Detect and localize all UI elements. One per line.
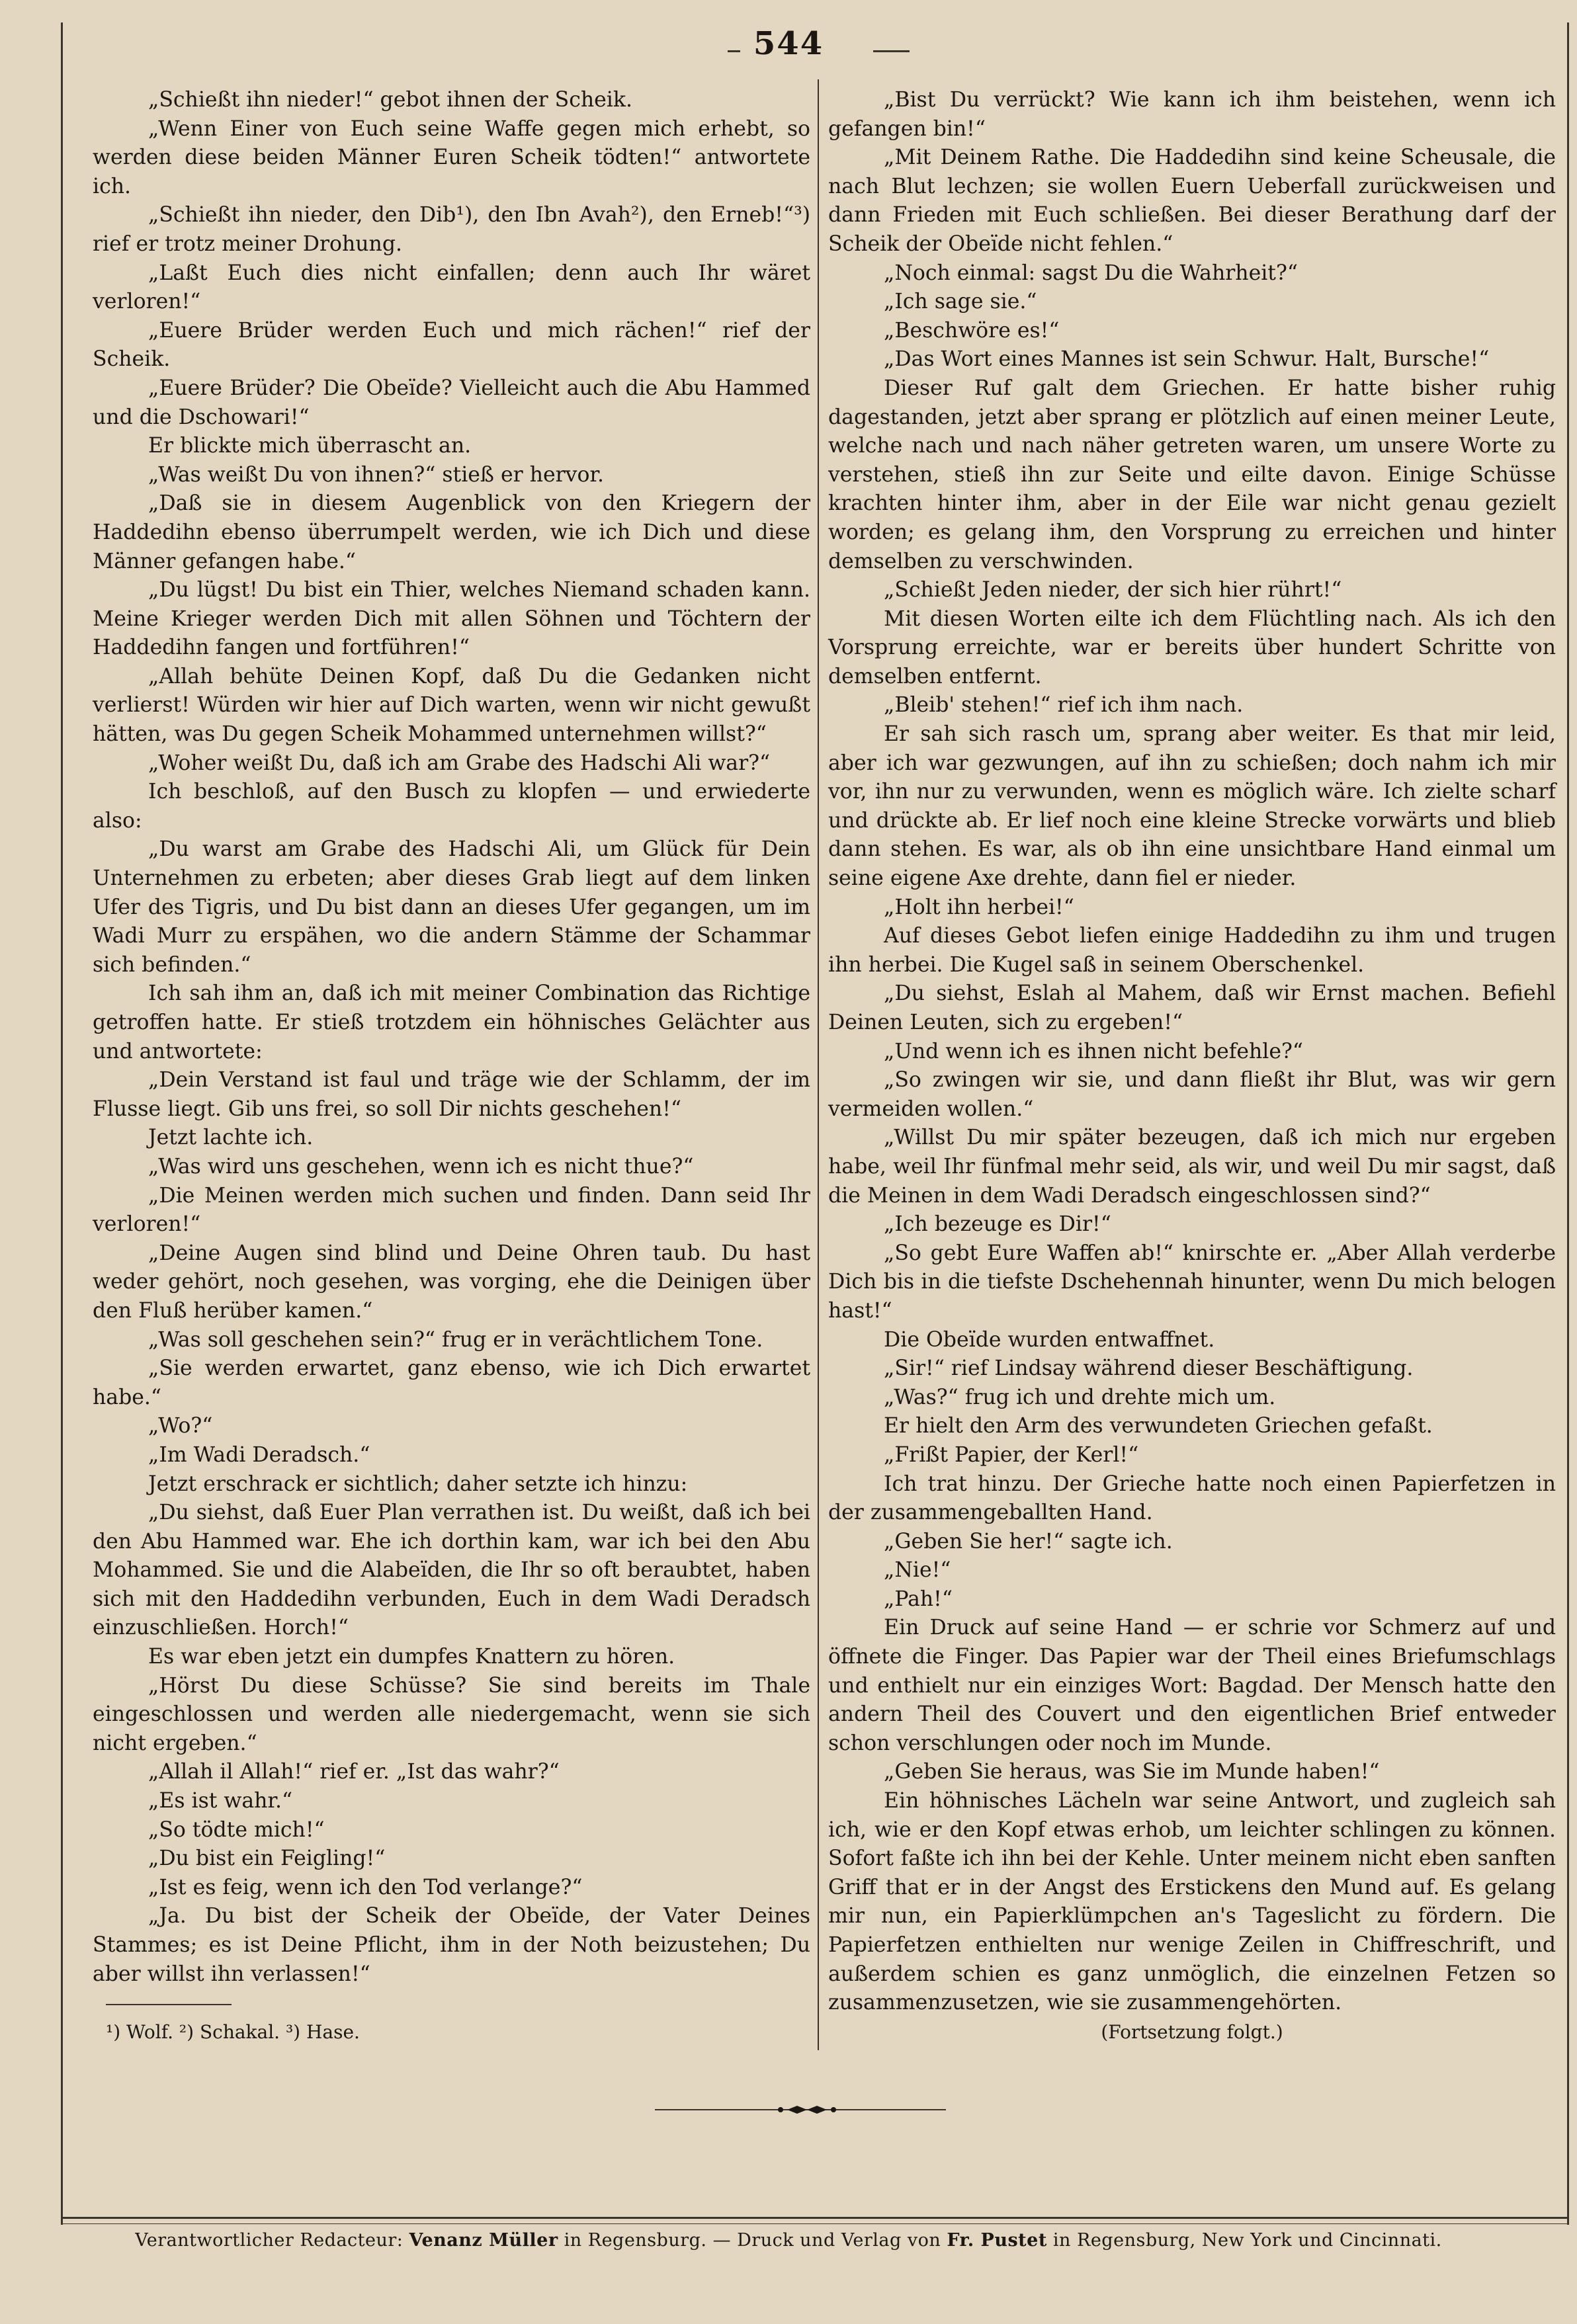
paragraph: Er sah sich rasch um, sprang aber weiter. Es that mir leid, aber ich war gezwungen, auf ihn zu schießen; doch nahm ich mir vor, ihn nur zu verwunden, wenn es möglich wäre. Ich zielte scharf und drückte ab. Er lief noch eine kleine Strecke vorwärts und blieb dann stehen. Es war, als ob ihn eine unsichtbare Hand einmal um seine eigene Axe drehte, dann fiel er nieder.	[828, 722, 1556, 891]
paragraph: „Willst Du mir später bezeugen, daß ich mich nur ergeben habe, weil Ihr fünfmal mehr seid, als wir, und weil Du mir sagst, daß die Meinen in dem Wadi Deradsch eingeschlossen sind?“	[828, 1126, 1556, 1208]
paragraph: „Geben Sie her!“ sagte ich.	[884, 1529, 1173, 1554]
paragraph: „Beschwöre es!“	[884, 318, 1060, 343]
paragraph: „Sie werden erwartet, ganz ebenso, wie ich Dich erwartet habe.“	[93, 1356, 810, 1409]
paragraph: „Laßt Euch dies nicht einfallen; denn auch Ihr wäret verloren!“	[93, 261, 810, 314]
paragraph: „Hörst Du diese Schüsse? Sie sind bereits im Thale eingeschlossen und werden alle niedergemacht, wenn sie sich nicht ergeben.“	[93, 1673, 810, 1755]
paragraph: „Du lügst! Du bist ein Thier, welches Niemand schaden kann. Meine Krieger werden Dich mit allen Söhnen und Töchtern der Haddedihn fangen und fortführen!“	[93, 578, 810, 660]
paragraph: „Daß sie in diesem Augenblick von den Kriegern der Haddedihn ebenso überrumpelt werden, wie ich Dich und diese Männer gefangen habe.“	[93, 491, 810, 573]
paragraph: „Du bist ein Feigling!“	[148, 1847, 386, 1871]
paragraph: „So tödte mich!“	[148, 1817, 325, 1842]
paragraph: Auf dieses Gebot liefen einige Haddedihn zu ihm und trugen ihn herbei. Die Kugel saß in seinem Oberschenkel.	[828, 924, 1556, 977]
bottom-rule	[61, 2217, 1569, 2219]
imprint-part2: in Regensburg. — Druck und Verlag von	[558, 2230, 947, 2251]
paragraph: „Deine Augen sind blind und Deine Ohren taub. Du hast weder gehört, noch gesehen, was vorging, ehe die Deinigen über den Fluß herüber kamen.“	[93, 1241, 810, 1323]
paragraph: „Wenn Einer von Euch seine Waffe gegen mich erhebt, so werden diese beiden Männer Euren Scheik tödten!“ antwortete ich.	[93, 116, 810, 198]
ornament-rule	[655, 2103, 946, 2116]
header-rule-right	[873, 50, 910, 52]
paragraph: „Euere Brüder werden Euch und mich rächen!“ rief der Scheik.	[93, 318, 810, 372]
imprint-editor: Venanz Müller	[409, 2230, 558, 2251]
paragraph: „Und wenn ich es ihnen nicht befehle?“	[884, 1039, 1304, 1063]
paragraph: „Mit Deinem Rathe. Die Haddedihn sind keine Scheusale, die nach Blut lechzen; sie wollen Euern Ueberfall zurückweisen und dann Frieden mit Euch schließen. Bei dieser Berathung darf der Scheik der Obeïde nicht fehlen.“	[828, 145, 1556, 256]
paragraph: „So gebt Eure Waffen ab!“ knirschte er. „Aber Allah verderbe Dich bis in die tiefste Dschehennah hinunter, wenn Du mich belogen hast!“	[828, 1241, 1556, 1323]
paragraph: Ein höhnisches Lächeln war seine Antwort, und zugleich sah ich, wie er den Kopf etwas erhob, um leichter schlingen zu können. Sofort faßte ich ihn bei der Kehle. Unter meinem nicht eben sanften Griff that er in der Angst des Erstickens den Mund auf. Es gelang mir nun, ein Papierklümpchen an's Tageslicht zu fördern. Die Papierfetzen enthielten nur wenige Zeilen in Chiffreschrift, und außerdem schien es ganz unmöglich, die einzelnen Fetzen so zusammenzusetzen, wie sie zusammengehörten.	[828, 1789, 1556, 2015]
page-number: 544	[740, 25, 837, 62]
imprint-part1: Verantwortlicher Redacteur:	[135, 2230, 409, 2251]
paragraph: Dieser Ruf galt dem Griechen. Er hatte bisher ruhig dagestanden, jetzt aber sprang er plötzlich auf einen meiner Leute, welche nach und nach näher getreten waren, um unsere Worte zu verstehen, stieß ihn zur Seite und eilte davon. Einige Schüsse krachten hinter ihm, aber in der Eile war nicht genau gezielt worden; es gelang ihm, den Vorsprung zu erreichen und hinter demselben zu verschwinden.	[828, 376, 1556, 573]
continuation-note: (Fortsetzung folgt.)	[1101, 2020, 1283, 2043]
paragraph: „Du siehst, daß Euer Plan verrathen ist. Du weißt, daß ich bei den Abu Hammed war. Ehe ich dorthin kam, war ich bei den Abu Mohammed. Sie und die Alabeïden, die Ihr so oft beraubtet, haben sich mit den Haddedihn verbunden, Euch in dem Wadi Deradsch einzuschließen. Horch!“	[93, 1501, 810, 1640]
paragraph: „Dein Verstand ist faul und träge wie der Schlamm, der im Flusse liegt. Gib uns frei, so soll Dir nichts geschehen!“	[93, 1068, 810, 1121]
paragraph: „Im Wadi Deradsch.“	[148, 1442, 370, 1467]
footnotes: ¹) Wolf. ²) Schakal. ³) Hase.	[106, 2021, 360, 2043]
paragraph: „Holt ihn herbei!“	[884, 895, 1074, 919]
paragraph: „Noch einmal: sagst Du die Wahrheit?“	[884, 261, 1298, 285]
paragraph: „Was weißt Du von ihnen?“ stieß er hervor.	[148, 462, 605, 487]
paragraph: „Du siehst, Eslah al Mahem, daß wir Ernst machen. Befiehl Deinen Leuten, sich zu ergeben!“	[828, 981, 1556, 1034]
right-column	[828, 86, 1556, 2046]
imprint-publisher: Fr. Pustet	[947, 2230, 1047, 2251]
paragraph: „Bleib' stehen!“ rief ich ihm nach.	[884, 693, 1244, 718]
paragraph: Ein Druck auf seine Hand — er schrie vor Schmerz auf und öffnete die Finger. Das Papier war der Theil eines Briefumschlags und enthielt nur ein einziges Wort: Bagdad. Der Mensch hatte den andern Theil des Couvert und den eigentlichen Brief entweder schon verschlungen oder noch im Munde.	[828, 1616, 1556, 1755]
imprint-part3: in Regensburg, New York und Cincinnati.	[1046, 2230, 1442, 2251]
paragraph: Mit diesen Worten eilte ich dem Flüchtling nach. Als ich den Vorsprung erreichte, war er bereits über hundert Schritte von demselben entfernt.	[828, 606, 1556, 688]
column-divider	[818, 79, 819, 2050]
left-column	[93, 86, 810, 1989]
paragraph: „Es ist wahr.“	[148, 1789, 293, 1813]
bottom-rule-thin	[61, 2223, 1569, 2224]
imprint	[0, 2230, 1577, 2251]
paragraph: „Frißt Papier, der Kerl!“	[884, 1442, 1139, 1467]
paragraph: „Ich sage sie.“	[884, 290, 1037, 314]
paragraph: Ich sah ihm an, daß ich mit meiner Combination das Richtige getroffen hatte. Er stieß trotzdem ein höhnisches Gelächter aus und antwortete:	[93, 981, 810, 1063]
paragraph: „Allah il Allah!“ rief er. „Ist das wahr?“	[148, 1760, 560, 1784]
paragraph: „Was soll geschehen sein?“ frug er in verächtlichem Tone.	[148, 1327, 763, 1352]
paragraph: „Schießt ihn nieder!“ gebot ihnen der Scheik.	[148, 88, 632, 112]
paragraph: „Was wird uns geschehen, wenn ich es nicht thue?“	[148, 1154, 694, 1179]
paragraph: Ich trat hinzu. Der Grieche hatte noch einen Papierfetzen in der zusammengeballten Hand.	[828, 1472, 1556, 1525]
paragraph: „Die Meinen werden mich suchen und finden. Dann seid Ihr verloren!“	[93, 1183, 810, 1237]
paragraph: „Ich bezeuge es Dir!“	[884, 1212, 1111, 1237]
paragraph: „Nie!“	[884, 1558, 951, 1583]
paragraph: Jetzt erschrack er sichtlich; daher setzte ich hinzu:	[148, 1472, 688, 1496]
paragraph: „Allah behüte Deinen Kopf, daß Du die Gedanken nicht verlierst! Würden wir hier auf Dich warten, wenn wir nicht gewußt hätten, was Du gegen Scheik Mohammed unternehmen willst?“	[93, 664, 810, 747]
paragraph: Er blickte mich überrascht an.	[148, 434, 472, 458]
paragraph: „Wo?“	[148, 1414, 213, 1438]
paragraph: „Ja. Du bist der Scheik der Obeïde, der Vater Deines Stammes; es ist Deine Pflicht, ihm in der Noth beizustehen; Du aber willst ihn verlassen!“	[93, 1904, 810, 1986]
paragraph: „Euere Brüder? Die Obeïde? Vielleicht auch die Abu Hammed und die Dschowari!“	[93, 376, 810, 429]
paragraph: „Ist es feig, wenn ich den Tod verlange?“	[148, 1875, 583, 1899]
paragraph: „Bist Du verrückt? Wie kann ich ihm beistehen, wenn ich gefangen bin!“	[828, 88, 1556, 141]
paragraph: „Geben Sie heraus, was Sie im Munde haben!“	[884, 1760, 1380, 1784]
paragraph: „Sir!“ rief Lindsay während dieser Beschäftigung.	[884, 1356, 1414, 1381]
footnote-rule	[106, 2004, 232, 2005]
paragraph: „Schießt ihn nieder, den Dib¹), den Ibn Avah²), den Erneb!“³) rief er trotz meiner Drohung.	[93, 203, 810, 256]
paragraph: Es war eben jetzt ein dumpfes Knattern zu hören.	[148, 1645, 675, 1669]
paragraph: „Schießt Jeden nieder, der sich hier rührt!“	[884, 578, 1342, 602]
paragraph: Er hielt den Arm des verwundeten Griechen gefaßt.	[884, 1414, 1433, 1438]
paragraph: Die Obeïde wurden entwaffnet.	[884, 1327, 1215, 1352]
paragraph: „Du warst am Grabe des Hadschi Ali, um Glück für Dein Unternehmen zu erbeten; aber dieses Grab liegt auf dem linken Ufer des Tigris, und Du bist dann an dieses Ufer gegangen, um im Wadi Murr zu erspähen, wo die andern Stämme der Schammar sich befinden.“	[93, 837, 810, 977]
paragraph: Ich beschloß, auf den Busch zu klopfen — und erwiederte also:	[93, 780, 810, 833]
paragraph: „Was?“ frug ich und drehte mich um.	[884, 1385, 1276, 1409]
page-header	[0, 25, 1577, 78]
paragraph: „Pah!“	[884, 1587, 953, 1611]
paragraph: „Woher weißt Du, daß ich am Grabe des Hadschi Ali war?“	[148, 751, 771, 775]
paragraph: Jetzt lachte ich.	[148, 1126, 314, 1150]
paragraph: „Das Wort eines Mannes ist sein Schwur. Halt, Bursche!“	[884, 347, 1490, 372]
paragraph: „So zwingen wir sie, und dann fließt ihr Blut, was wir gern vermeiden wollen.“	[828, 1068, 1556, 1121]
